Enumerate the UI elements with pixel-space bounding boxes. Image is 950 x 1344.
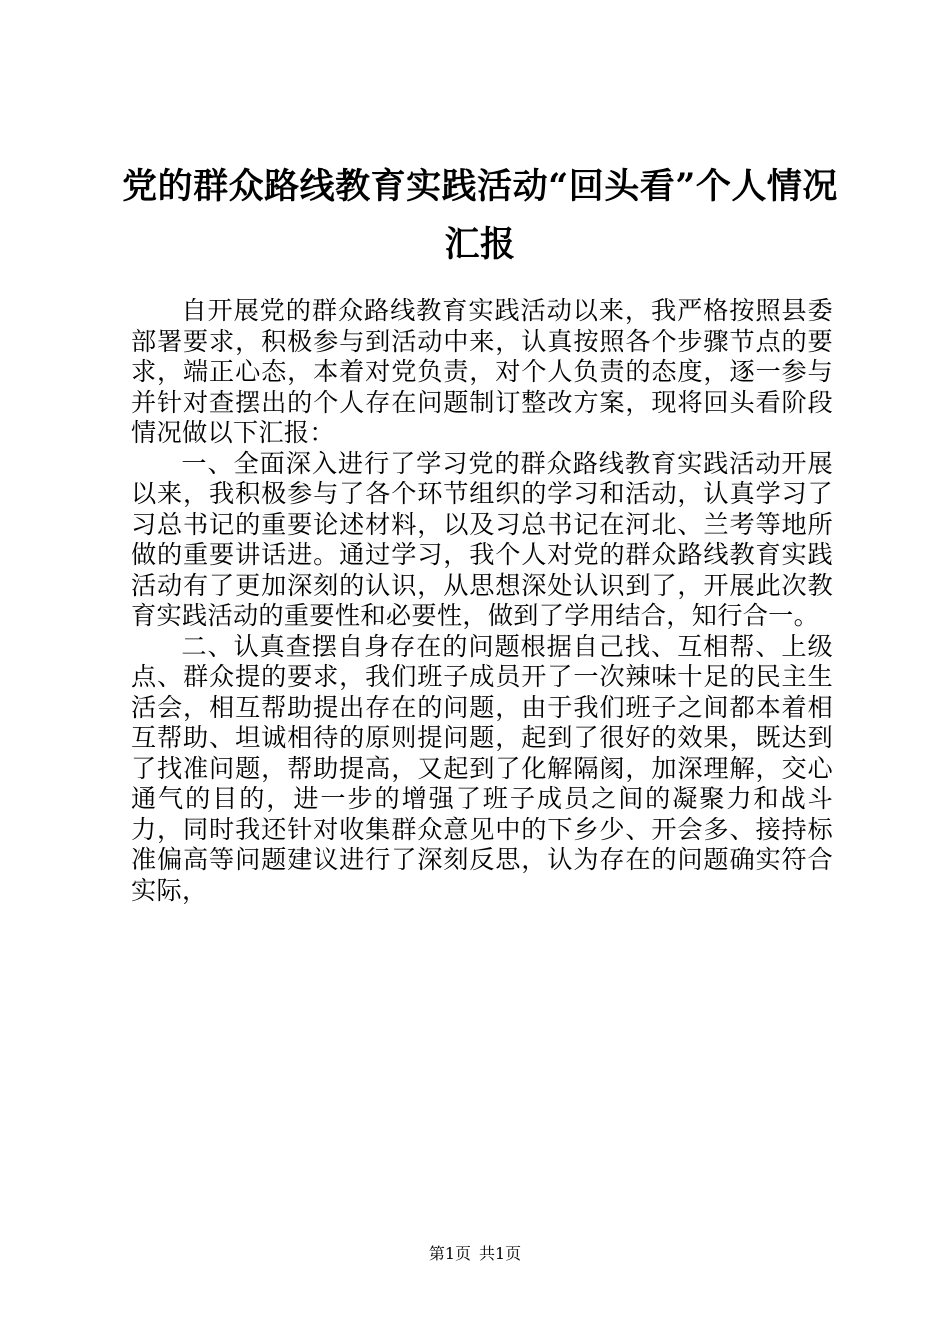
page-number-total: 共1页 bbox=[479, 1244, 522, 1263]
document-title: 党的群众路线教育实践活动“回头看”个人情况汇报 bbox=[122, 166, 838, 265]
paragraph-section-1: 一、全面深入进行了学习党的群众路线教育实践活动开展以来，我积极参与了各个环节组织的学习和活动，认真学习了习总书记的重要论述材料，以及习总书记在河北、兰考等地所做的重要讲话进。通过学习，我个人对党的群众路线教育实践活动有了更加深刻的认识，从思想深处认识到了，开展此次教育实践活动的重要性和必要性，做到了学用结合，知行合一。 bbox=[131, 448, 833, 630]
document-body bbox=[131, 296, 833, 906]
paragraph-intro: 自开展党的群众路线教育实践活动以来，我严格按照县委部署要求，积极参与到活动中来，认真按照各个步骤节点的要求，端正心态，本着对党负责，对个人负责的态度，逐一参与并针对查摆出的个人存在问题制订整改方案，现将回头看阶段情况做以下汇报： bbox=[131, 296, 833, 447]
paragraph-section-2: 二、认真查摆自身存在的问题根据自己找、互相帮、上级点、群众提的要求，我们班子成员开了一次辣味十足的民主生活会，相互帮助提出存在的问题，由于我们班子之间都本着相互帮助、坦诚相待的原则提问题，起到了很好的效果，既达到了找准问题，帮助提高，又起到了化解隔阂，加深理解，交心通气的目的，进一步的增强了班子成员之间的凝聚力和战斗力，同时我还针对收集群众意见中的下乡少、开会多、接持标准偏高等问题建议进行了深刻反思，认为存在的问题确实符合实际， bbox=[131, 631, 833, 905]
page-footer bbox=[0, 1244, 950, 1264]
page-number-current: 第1页 bbox=[428, 1244, 471, 1263]
